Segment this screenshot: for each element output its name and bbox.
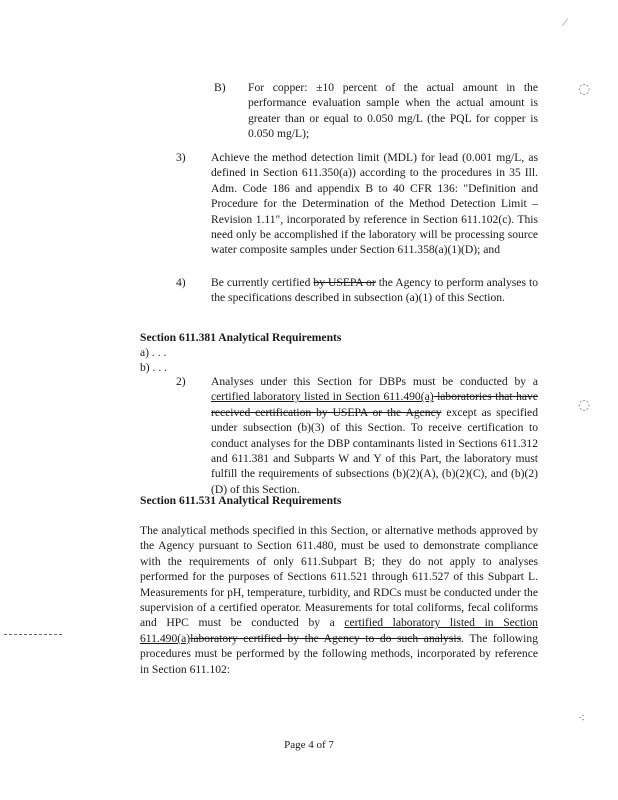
subsection-a-ellipsis: a) . . .	[140, 346, 167, 359]
subsection-b-ellipsis: b) . . .	[140, 361, 168, 374]
copper-label: B)	[214, 81, 226, 94]
section-611-531-text-end: . The following procedures must be performed by the following methods, incorporated by reference in Section 611.102:	[140, 631, 538, 676]
section-611-531-underlined-text: certified laboratory listed in Section 611.490(a)	[140, 616, 538, 645]
section-611-531-heading: Section 611.531 Analytical Requirements	[140, 494, 342, 507]
scan-speck-bottom: ⁖	[578, 711, 586, 725]
margin-dash-mark	[4, 634, 62, 635]
hole-punch-mark-top: ◌	[578, 81, 591, 97]
item-4-struck-text: by USEPA or	[313, 276, 376, 289]
section-611-381-underlined-text: certified laboratory listed in Section 611.490(a)	[211, 390, 434, 404]
item-3-paragraph: Achieve the method detection limit (MDL) for lead (0.001 mg/L, as defined in Section 611.350(a)) according to the procedures in 35 Ill. Adm. Code 186 and appendix B to 40 CFR 136: "Definition and Procedure for the Determination of the Method Detection Limit – Revision 1.11", incorporated by reference in Section 611.102(c). This need only be accomplished if the laboratory will be processing source water composite samples under Section 611.358(a)(1)(D); and	[211, 151, 538, 257]
scan-speck-top: ⁄	[564, 15, 567, 29]
item-2-label: 2)	[176, 375, 186, 388]
copper-paragraph: For copper: ±10 percent of the actual amount in the performance evaluation sample when the actual amount is greater than or equal to 0.050 mg/L (the PQL for copper is 0.050 mg/L);	[248, 81, 538, 141]
section-611-381-paragraph	[211, 374, 538, 497]
section-611-531-text-start: The analytical methods specified in this Section, or alternative methods approved by the Agency pursuant to Section 611.480, must be used to demonstrate compliance with the requirements of only 611.Subpart B; they do not apply to analyses performed for the purposes of Sections 611.521 through 611.527 of this Subpart L. Measurements for pH, temperature, turbidity, and RDCs must be conducted under the supervision of a certified operator. Measurements for total coliforms, fecal coliforms and HPC must be conducted by a	[140, 524, 538, 630]
section-611-531-struck-text: laboratory certified by the Agency to do such analysis	[190, 631, 462, 645]
section-611-381-struck-text: laboratories that have received certification by USEPA or the Agency	[211, 390, 538, 419]
item-4-text-end: the Agency to perform analyses to the specifications described in subsection (a)(1) of this Section.	[211, 276, 538, 305]
hole-punch-mark-middle: ◌	[578, 397, 591, 413]
item-4-paragraph	[211, 275, 538, 306]
section-611-531-paragraph	[140, 523, 538, 677]
item-3-label: 3)	[176, 151, 186, 164]
page-number: Page 4 of 7	[284, 739, 334, 751]
section-611-381-text-end: except as specified under subsection (b)(3) of this Section. To receive certification to conduct analyses for the DBP contaminants listed in Sections 611.312 and 611.381 and Subparts W and Y of this Part, the laboratory must fulfill the requirements of subsections (b)(2)(A), (b)(2)(C), and (b)(2)(D) of this Section.	[211, 405, 538, 496]
section-611-381-heading: Section 611.381 Analytical Requirements	[140, 331, 342, 344]
item-4-label: 4)	[176, 276, 186, 289]
section-611-381-text-start: Analyses under this Section for DBPs must be conducted by a	[211, 375, 538, 388]
item-4-text-start: Be currently certified	[211, 276, 314, 289]
